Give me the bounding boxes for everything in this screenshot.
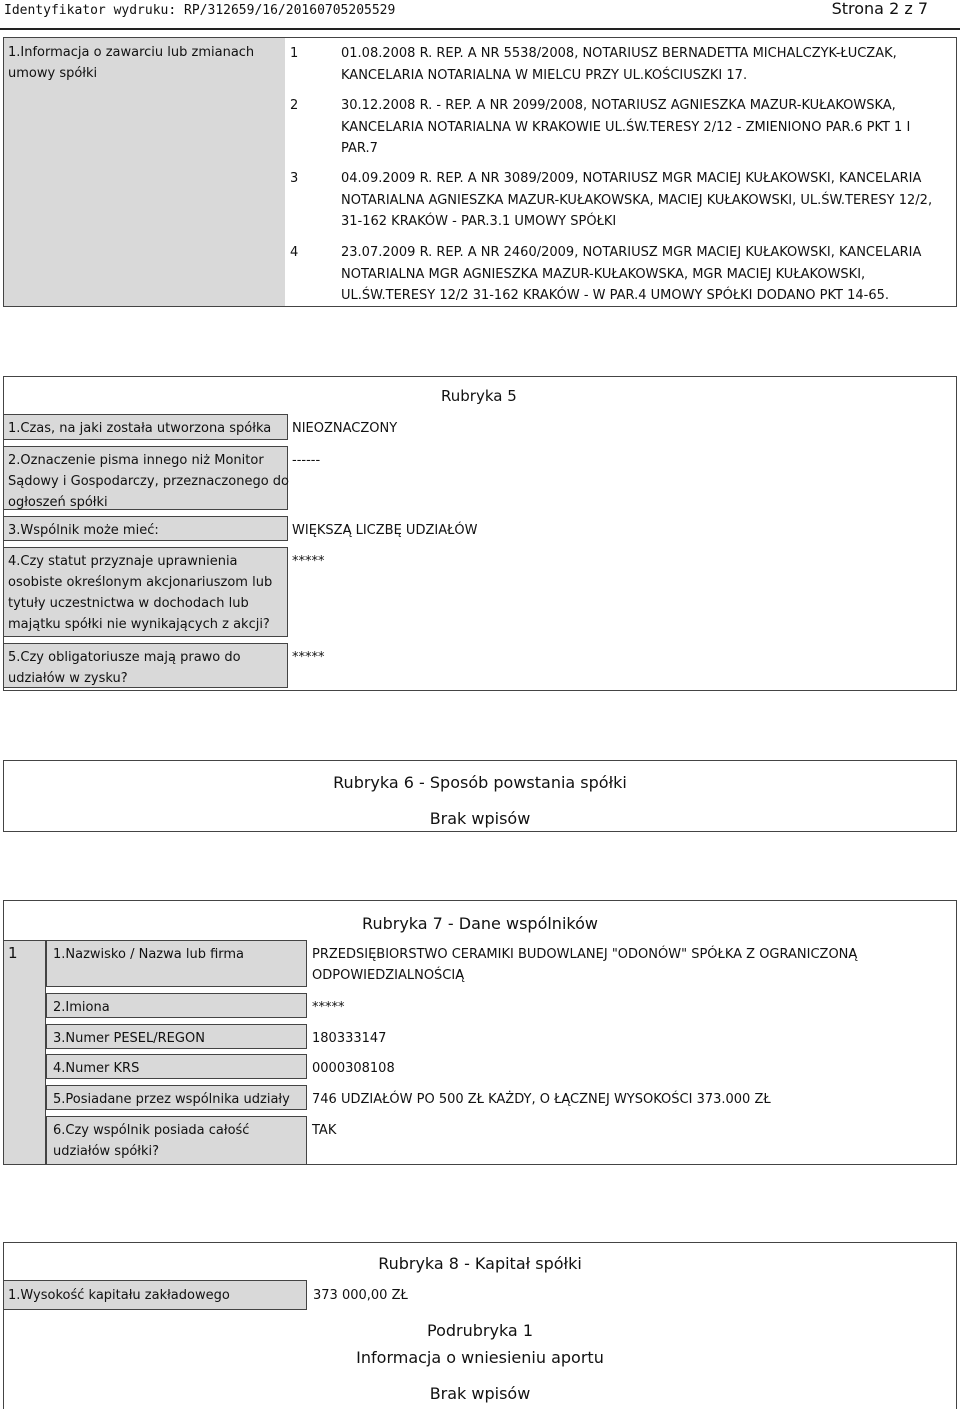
partner-field-label: 6.Czy wspólnik posiada całość bbox=[53, 1123, 250, 1138]
rubryka-5-label: tytuły uczestnictwa w dochodach lub bbox=[8, 596, 249, 611]
rubryka-5-label: 5.Czy obligatoriusze mają prawo do bbox=[8, 650, 241, 665]
agreement-info-label: 1.Informacja o zawarciu lub zmianach umowy spółki bbox=[8, 45, 255, 81]
partner-field-label: 3.Numer PESEL/REGON bbox=[53, 1031, 205, 1046]
partner-field-value: 0000308108 bbox=[312, 1061, 395, 1076]
partner-field-value: 180333147 bbox=[312, 1031, 387, 1046]
entry-text-line: 04.09.2009 R. REP. A NR 3089/2009, NOTARIUSZ MGR MACIEJ KUŁAKOWSKI, KANCELARIA bbox=[341, 171, 922, 186]
partner-field-value: PRZEDSIĘBIORSTWO CERAMIKI BUDOWLANEJ "ODONÓW" SPÓŁKA Z OGRANICZONĄ bbox=[312, 947, 858, 962]
entry-text-line: 30.12.2008 R. - REP. A NR 2099/2008, NOTARIUSZ AGNIESZKA MAZUR-KUŁAKOWSKA, bbox=[341, 98, 896, 113]
rubryka-5-label: osobiste określonym akcjonariuszom lub bbox=[8, 575, 273, 590]
entry-text-line: NOTARIALNA MGR AGNIESZKA MAZUR-KUŁAKOWSKA, MGR MACIEJ KUŁAKOWSKI, bbox=[341, 266, 866, 282]
rubryka-5-label: 1.Czas, na jaki została utworzona spółka bbox=[8, 421, 272, 436]
rubryka-5-label: udziałów w zysku? bbox=[8, 671, 128, 686]
entry-text-line: KANCELARIA NOTARIALNA W MIELCU PRZY UL.KOŚCIUSZKI 17. bbox=[341, 67, 748, 83]
partner-field-label: 4.Numer KRS bbox=[53, 1061, 140, 1076]
subsection-description: Informacja o wniesieniu aportu bbox=[356, 1348, 604, 1367]
rubryka-5-title: Rubryka 5 bbox=[441, 387, 517, 405]
rubryka-5-label: majątku spółki nie wynikających z akcji? bbox=[8, 617, 270, 632]
partner-field-value: 746 UDZIAŁÓW PO 500 ZŁ KAŻDY, O ŁĄCZNEJ WYSOKOŚCI 373.000 ZŁ bbox=[312, 1092, 771, 1107]
partner-field-value: TAK bbox=[312, 1123, 337, 1138]
rubryka-7-title: Rubryka 7 - Dane wspólników bbox=[362, 914, 598, 933]
partner-field-label: 2.Imiona bbox=[53, 1000, 110, 1015]
capital-value: 373 000,00 ZŁ bbox=[313, 1288, 408, 1303]
rubryka-5-label: 2.Oznaczenie pisma innego niż Monitor bbox=[8, 453, 264, 468]
rubryka-5-label: 3.Wspólnik może mieć: bbox=[8, 523, 159, 538]
print-identifier: Identyfikator wydruku: RP/312659/16/20160705205529 bbox=[4, 3, 396, 18]
entry-number: 2 bbox=[290, 98, 299, 113]
rubryka-5-value: ------ bbox=[292, 453, 321, 468]
partner-field-label: 1.Nazwisko / Nazwa lub firma bbox=[53, 947, 245, 962]
rubryka-8-title: Rubryka 8 - Kapitał spółki bbox=[378, 1254, 582, 1273]
rubryka-5-value: ***** bbox=[292, 554, 325, 569]
entry-number: 3 bbox=[290, 171, 299, 186]
partner-field-value: ***** bbox=[312, 1000, 345, 1015]
partner-field-label: udziałów spółki? bbox=[53, 1144, 160, 1159]
rubryka-6-title: Rubryka 6 - Sposób powstania spółki bbox=[333, 773, 627, 792]
rubryka-5-value: ***** bbox=[292, 650, 325, 665]
capital-label: 1.Wysokość kapitału zakładowego bbox=[8, 1288, 230, 1303]
rubryka-5-label: Sądowy i Gospodarczy, przeznaczonego do bbox=[8, 474, 289, 489]
entry-number: 4 bbox=[290, 245, 299, 260]
rubryka-5-value: WIĘKSZĄ LICZBĘ UDZIAŁÓW bbox=[292, 523, 478, 538]
entry-text-line: 23.07.2009 R. REP. A NR 2460/2009, NOTARIUSZ MGR MACIEJ KUŁAKOWSKI, KANCELARIA bbox=[341, 245, 922, 260]
entry-number: 1 bbox=[290, 46, 299, 61]
rubryka-6-empty: Brak wpisów bbox=[429, 809, 531, 828]
entry-text-line: PAR.7 bbox=[341, 141, 378, 156]
rubryka-5-label: 4.Czy statut przyznaje uprawnienia bbox=[8, 554, 238, 569]
entry-text-line: NOTARIALNA AGNIESZKA MAZUR-KUŁAKOWSKA, MACIEJ KUŁAKOWSKI, UL.ŚW.TERESY 12/2, bbox=[341, 192, 933, 208]
partner-field-label: 5.Posiadane przez wspólnika udziały bbox=[53, 1092, 290, 1107]
header-divider bbox=[0, 28, 960, 30]
entry-text-line: UL.ŚW.TERESY 12/2 31-162 KRAKÓW - W PAR.4 UMOWY SPÓŁKI DODANO PKT 14-65. bbox=[341, 288, 889, 303]
rubryka-5-value: NIEOZNACZONY bbox=[292, 421, 398, 436]
entry-text-line: 31-162 KRAKÓW - PAR.3.1 UMOWY SPÓŁKI bbox=[341, 214, 617, 229]
partner-field-value: ODPOWIEDZIALNOŚCIĄ bbox=[312, 968, 465, 983]
entry-text-line: KANCELARIA NOTARIALNA W KRAKOWIE UL.ŚW.TERESY 2/12 - ZMIENIONO PAR.6 PKT 1 I bbox=[341, 119, 911, 135]
rubryka-5-label: ogłoszeń spółki bbox=[8, 495, 108, 510]
page-number: Strona 2 z 7 bbox=[831, 0, 928, 18]
subsection-title: Podrubryka 1 bbox=[427, 1321, 533, 1340]
entry-text-line: 01.08.2008 R. REP. A NR 5538/2008, NOTARIUSZ BERNADETTA MICHALCZYK-ŁUCZAK, bbox=[341, 46, 897, 61]
partner-number: 1 bbox=[8, 944, 18, 962]
subsection-empty: Brak wpisów bbox=[429, 1384, 531, 1403]
